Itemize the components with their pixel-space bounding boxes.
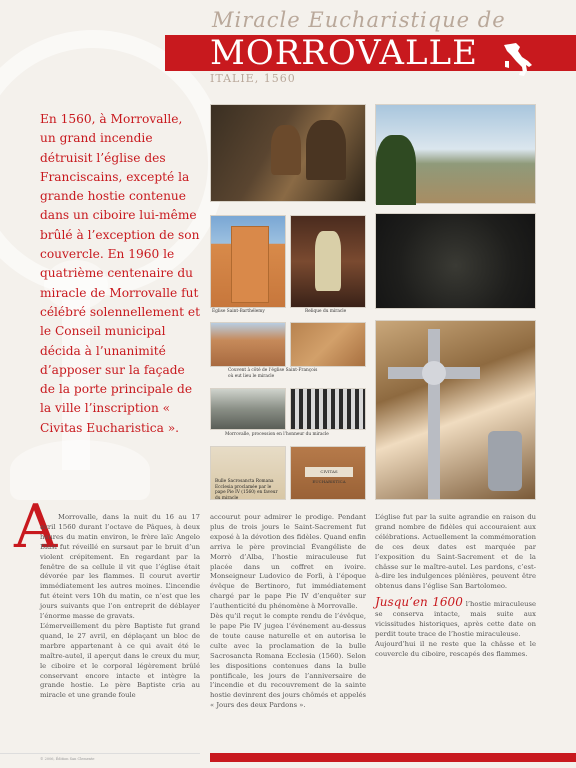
caption-church: Église Saint-Barthélemy — [212, 309, 265, 314]
photo-corporal-closeup — [375, 213, 536, 309]
painting-friar-fire — [210, 104, 366, 202]
header-subtitle: Miracle Eucharistique de — [212, 8, 506, 32]
cross-icon — [376, 321, 537, 501]
body-column-3-para-2-text: l’hostie miraculeuse se conserva intacte, mais suite aux vicissitudes historiques, après cette date on perdit toute trace de l’hostie miraculeuse. Aujourd’hui il ne reste que la châsse et le couvercle du ciboire, rescapés des flammes. — [375, 600, 536, 658]
footer-divider — [0, 753, 200, 754]
photo-convent-wall — [290, 322, 366, 367]
italy-map-icon — [496, 39, 536, 79]
page-title: MORROVALLE — [210, 33, 478, 73]
body-column-2: accourut pour admirer le prodige. Pendant plus de trois jours le Saint-Sacrement fut exposé à la dévotion des fidèles. Quand enfin arriva le père provincial Évangéliste de Morrò d’Alba, l’hostie miraculeuse fut placée dans un coffret en ivoire. Monseigneur Ludovico de Forlì, à l’époque évêque de Bertinoro, fut immédiatement chargé par le pape Pie IV d’enquêter sur l’authenticité du phénomène à Morrovalle. Dès qu’il reçut le compte rendu de l’évêque, le pape Pie IV jugea l’événement au-dessus de toute cause naturelle et en autorisa le culte avec la proclamation de la bulle Sacrosancta Romana Ecclesia (1560). Selon les dispositions contenues dans la bulle pontificale, les jours de l’anniversaire de l’incendie et du recouvrement de la sainte hostie devinrent des jours chômés et appelés « Jours des deux Pardons ». — [210, 513, 366, 710]
body-column-3-para-1: L’église fut par la suite agrandie en raison du grand nombre de fidèles qui accouraient aux célébrations. Actuellement la commémoration de ces deux dates est marquée par l’exposition du Saint-Sacrement et de la châsse sur le maître-autel. Les pardons, c’est-à-dire les indulgences plénières, peuvent être obtenus dans l’église San Bartolomeo. — [375, 513, 536, 591]
photo-civitas-plaque — [290, 446, 366, 500]
footer-red-band — [210, 753, 576, 762]
caption-procession: Morrovalle, procession en l’honneur du miracle — [225, 432, 329, 437]
photo-procession-crowd — [290, 388, 366, 430]
country-year: ITALIE, 1560 — [210, 72, 296, 85]
photo-convent — [210, 322, 286, 367]
photo-church-saint-barthelemy — [210, 215, 286, 308]
copyright-text: © 2006, Édition San Clemente — [40, 757, 95, 761]
body-column-3-para-2 — [375, 595, 536, 659]
caption-bull: Bulle Sacrosancta Romana Ecclesia proclamée par le pape Pie IV (1560) en faveur du miracle — [215, 479, 278, 501]
photo-relic — [290, 215, 366, 308]
monstrance-watermark-base — [10, 440, 150, 500]
photo-reliquary-cross — [375, 320, 536, 500]
body-column-3 — [375, 513, 536, 660]
photo-papal-bull — [210, 446, 286, 500]
caption-relic: Relique du miracle — [305, 309, 347, 314]
caption-convent: Couvent à côté de l’église Saint-François où eut lieu le miracle — [228, 368, 318, 379]
photo-landscape — [375, 104, 536, 204]
photo-procession-street — [210, 388, 286, 430]
intro-text: En 1560, à Morrovalle, un grand incendie détruisit l’église des Franciscains, excepté la grande hostie contenue dans un ciboire lui-même brûlé à l’exception de son couvercle. En 1960 le quatrième centenaire du miracle de Morrovalle fut célébré solennellement et le Conseil municipal décida à l’unanimité d’apposer sur la façade de la porte principale de la ville l’inscription « Civitas Eucharistica ». — [40, 112, 200, 435]
jusqu-en-1600-lead: Jusqu’en 1600 — [375, 595, 463, 610]
plaque-inscription: CIVITAS EUCHARISTICA — [305, 467, 353, 477]
dropcap-letter: A — [14, 492, 58, 562]
body-column-1: Morrovalle, dans la nuit du 16 au 17 avril 1560 durant l’octave de Pâques, à deux heures du matin environ, le frère laïc Angelo Blasi fut réveillé en sursaut par le bruit d’un violent crépitement. En regardant par la fenêtre de sa cellule il vit que l’église était dévorée par les flammes. Il courut avertir immédiatement les autres moines. L’incendie fut éteint vers 10h du matin, ce n’est que les jours suivants que l’on entreprit de déblayer l’énorme masse de gravats. L’émerveillement du père Baptiste fut grand quand, le 27 avril, en déplaçant un bloc de marbre appartenant à ce qui avait été le maître-autel, il aperçut dans le creux du mur, le ciboire et le corporal légèrement brûlé conservant encore intacte et intègre la grande hostie. Le père Baptiste cria au miracle et une grande foule — [40, 513, 200, 700]
